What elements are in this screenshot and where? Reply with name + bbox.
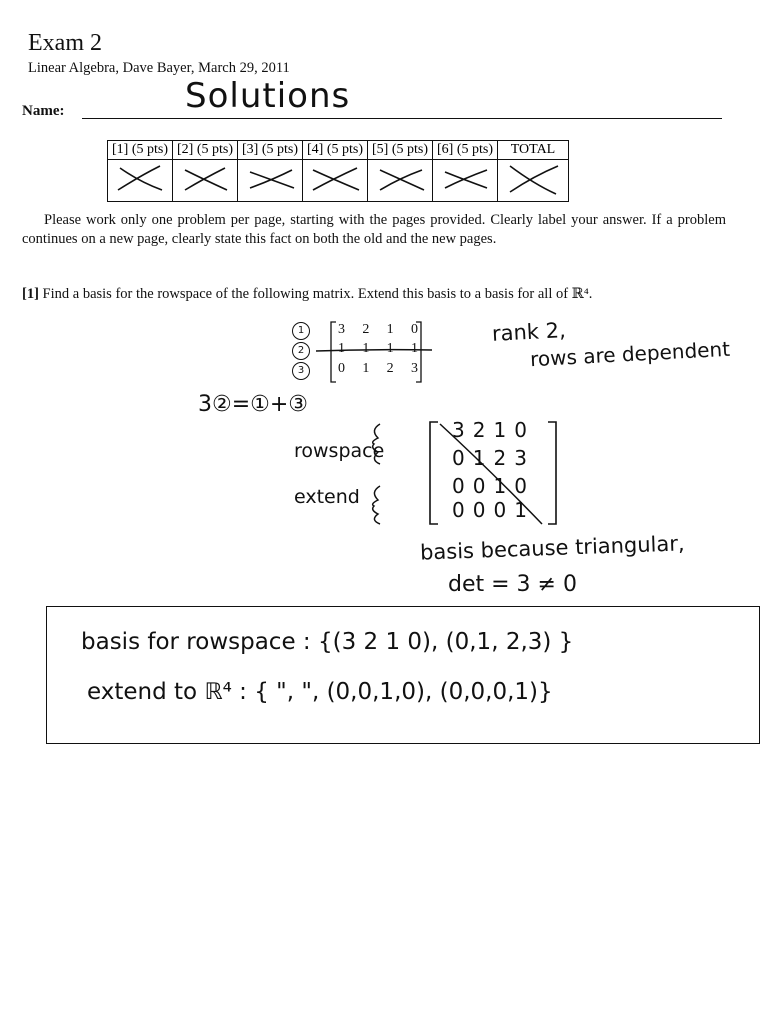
name-label: Name: [22, 103, 65, 119]
name-line [82, 118, 722, 119]
cross-mark-icon [175, 160, 235, 196]
name-value: Solutions [185, 76, 351, 116]
row-label-2: 2 [292, 342, 310, 360]
cross-mark-icon [305, 160, 365, 196]
score-cell [433, 160, 498, 202]
score-cell [498, 160, 569, 202]
row-label-1: 1 [292, 322, 310, 340]
problem-text: Find a basis for the rowspace of the following matrix. Extend this basis to a basis for all of ℝ⁴. [42, 286, 593, 302]
score-table [107, 140, 569, 202]
matrix-row-3: 0 1 2 3 [338, 361, 418, 376]
strike-through-line [314, 346, 434, 356]
instructions: Please work only one problem per page, starting with the pages provided. Clearly label your answer. If a problem continues on a new page, clearly state this fact on both the old and the new pages. [22, 212, 726, 247]
score-header: [5] (5 pts) [368, 141, 433, 160]
answer-line-1: basis for rowspace : {(3 2 1 0), (0,1, 2,3) } [81, 629, 574, 655]
score-cell [108, 160, 173, 202]
row-label-3: 3 [292, 362, 310, 380]
exam-subtitle: Linear Algebra, Dave Bayer, March 29, 2011 [28, 60, 290, 76]
cross-mark-icon [240, 160, 300, 196]
basis-row-1: 3210 [452, 418, 535, 442]
rank-note: rank 2, [491, 318, 567, 346]
cross-mark-icon [435, 160, 495, 196]
exam-title: Exam 2 [28, 30, 102, 56]
matrix-row-2: 1 1 1 1 [338, 341, 418, 356]
matrix-row-1: 3 2 1 0 [338, 322, 418, 337]
score-cell [368, 160, 433, 202]
rowspace-label: rowspace [294, 440, 385, 462]
score-cell [173, 160, 238, 202]
basis-row-3: 0010 [452, 474, 535, 498]
score-header: [3] (5 pts) [238, 141, 303, 160]
score-header: [2] (5 pts) [173, 141, 238, 160]
score-header: [6] (5 pts) [433, 141, 498, 160]
basis-row-2: 0123 [452, 446, 535, 470]
score-cell [303, 160, 368, 202]
det-note: det = 3 ≠ 0 [448, 572, 577, 597]
basis-note: basis because triangular, [419, 531, 685, 565]
problem-statement [22, 286, 592, 303]
extend-label: extend [294, 486, 360, 508]
score-header: TOTAL [498, 141, 569, 160]
answer-line-2: extend to ℝ⁴ : { ", ", (0,0,1,0), (0,0,0,1)} [87, 679, 553, 705]
cross-mark-icon [370, 160, 430, 196]
answer-box [46, 606, 760, 744]
cross-mark-icon [110, 160, 170, 196]
score-header: [4] (5 pts) [303, 141, 368, 160]
cross-mark-icon [498, 160, 568, 196]
basis-row-4: 0001 [452, 498, 535, 522]
problem-number: [1] [22, 286, 39, 302]
score-cell [238, 160, 303, 202]
score-header: [1] (5 pts) [108, 141, 173, 160]
relation-note: 3②=①+③ [198, 392, 309, 417]
dependent-note: rows are dependent [529, 336, 731, 372]
